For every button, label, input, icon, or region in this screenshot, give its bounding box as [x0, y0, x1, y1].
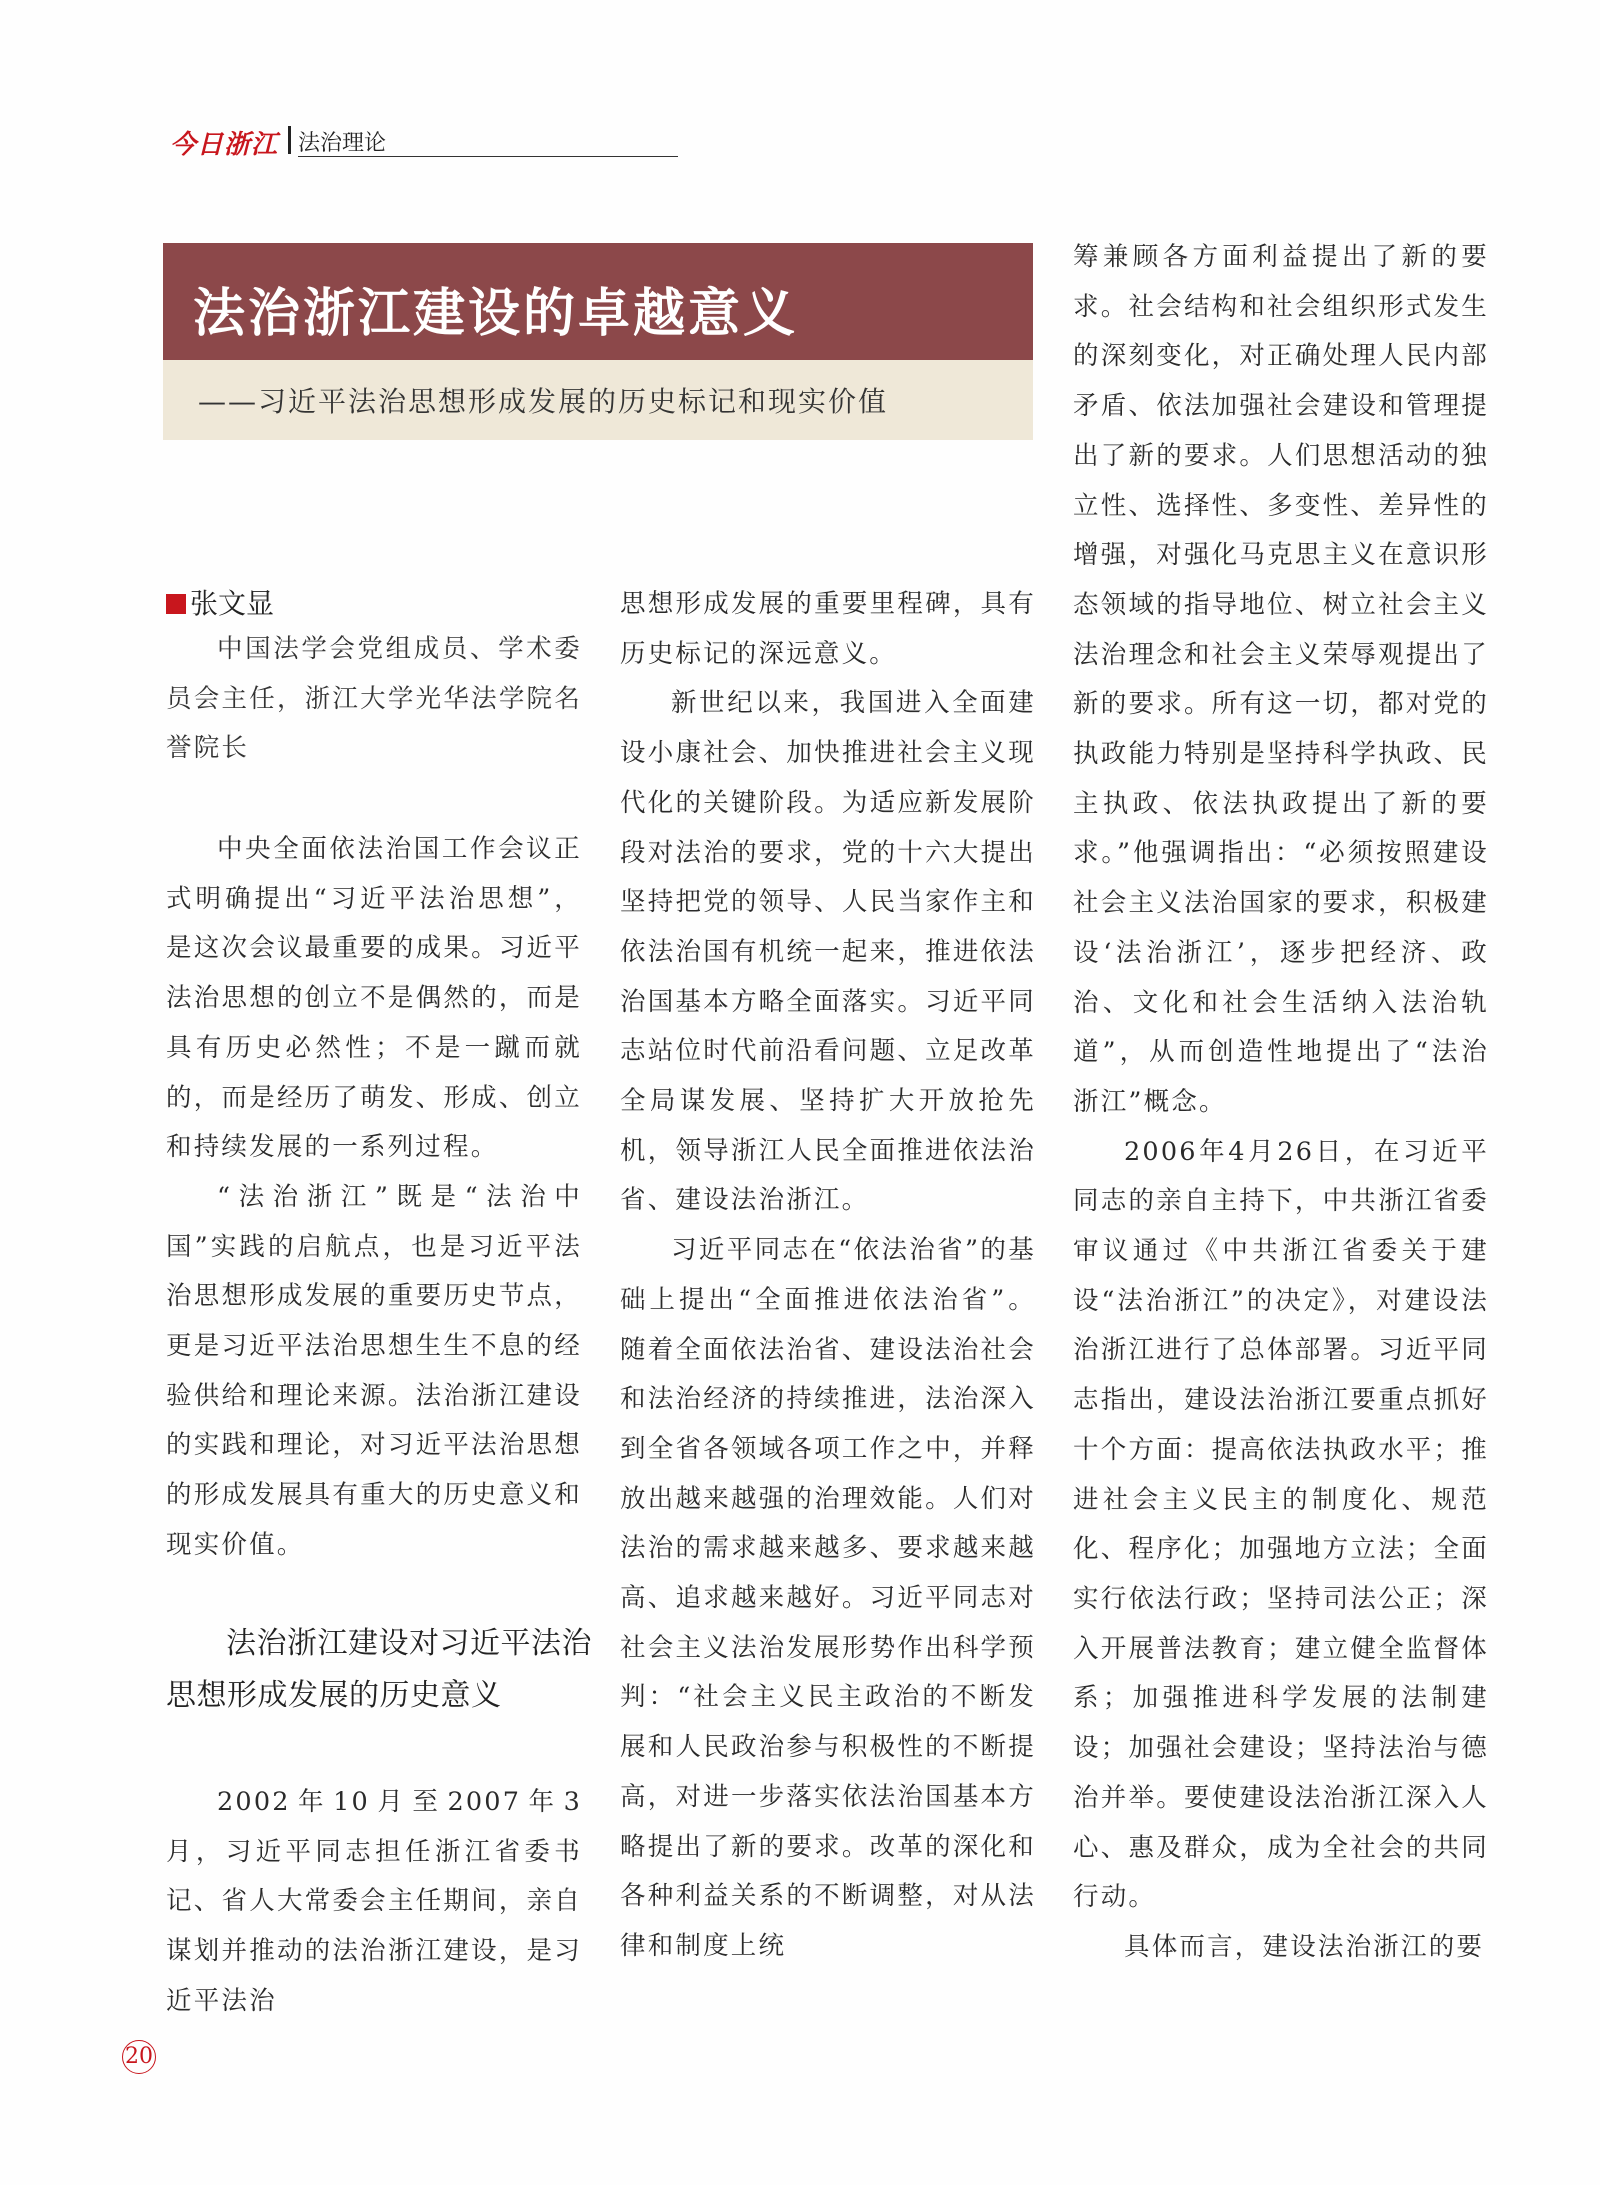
author-name: 张文显	[190, 587, 275, 620]
subtitle-banner	[163, 360, 1033, 440]
page-number: 20	[122, 2040, 156, 2074]
author-bio: 中国法学会党组成员、学术委员会主任，浙江大学光华法学院名誉院长	[166, 634, 582, 764]
red-square-icon	[166, 594, 186, 614]
body-paragraph: 思想形成发展的重要里程碑，具有历史标记的深远意义。	[620, 589, 1036, 669]
body-paragraph: 2002年10月至2007年3月，习近平同志担任浙江省委书记、省人大常委会主任期间，亲自谋划并推动的法治浙江建设，是习近平法治	[166, 1787, 582, 2016]
masthead-rule	[298, 156, 678, 157]
body-paragraph: 筹兼顾各方面利益提出了新的要求。社会结构和社会组织形式发生的深刻变化，对正确处理人民内部矛盾、依法加强社会建设和管理提出了新的要求。人们思想活动的独立性、选择性、多变性、差异性的增强，对强化马克思主义在意识形态领域的指导地位、树立社会主义法治理念和社会主义荣辱观提出了新的要求。所有这一切，都对党的执政能力特别是坚持科学执政、民主执政、依法执政提出了新的要求。”他强调指出：“必须按照建设社会主义法治国家的要求，积极建设‘法治浙江’，逐步把经济、政治、文化和社会生活纳入法治轨道”，从而创造性地提出了“法治浙江”概念。	[1073, 242, 1489, 1117]
intro-paragraph: “法治浙江”既是“法治中国”实践的启航点，也是习近平法治思想形成发展的重要历史节点，更是习近平法治思想生生不息的经验供给和理论来源。法治浙江建设的实践和理论，对习近平法治思想的形成发展具有重大的历史意义和现实价值。	[166, 1181, 582, 1560]
article-title: 法治浙江建设的卓越意义	[193, 283, 799, 344]
title-banner	[163, 243, 1033, 360]
body-paragraph: 习近平同志在“依法治省”的基础上提出“全面推进依法治省”。随着全面依法治省、建设法治社会和法治经济的持续推进，法治深入到全省各领域各项工作之中，并释放出越来越强的治理效能。人们对法治的需求越来越多、要求越来越高、追求越来越好。习近平同志对社会主义法治发展形势作出科学预判：“社会主义民主政治的不断发展和人民政治参与积极性的不断提高，对进一步落实依法治国基本方略提出了新的要求。改革的深化和各种利益关系的不断调整，对从法律和制度上统	[620, 1235, 1036, 1961]
masthead-divider	[288, 126, 291, 154]
article-subtitle: ——习近平法治思想形成发展的历史标记和现实价值	[198, 385, 889, 418]
section-name: 法治理论	[298, 131, 387, 156]
magazine-logo: 今日浙江	[170, 130, 279, 160]
column-3	[1073, 233, 1489, 1973]
author-byline	[166, 582, 274, 622]
body-paragraph: 新世纪以来，我国进入全面建设小康社会、加快推进社会主义现代化的关键阶段。为适应新发展阶段对法治的要求，党的十六大提出坚持把党的领导、人民当家作主和依法治国有机统一起来，推进依法治国基本方略全面落实。习近平同志站位时代前沿看问题、立足改革全局谋发展、坚持扩大开放抢先机，领导浙江人民全面推进依法治省、建设法治浙江。	[620, 688, 1036, 1216]
body-paragraph: 具体而言，建设法治浙江的要	[1124, 1931, 1485, 1962]
intro-block	[166, 825, 582, 1571]
body-paragraph: 2006年4月26日，在习近平同志的亲自主持下，中共浙江省委审议通过《中共浙江省委关于建设“法治浙江”的决定》，对建设法治浙江进行了总体部署。习近平同志指出，建设法治浙江要重点抓好十个方面：提高依法执政水平；推进社会主义民主的制度化、规范化、程序化；加强地方立法；全面实行依法行政；坚持司法公正；深入开展普法教育；建立健全监督体系；加强推进科学发展的法制建设；加强社会建设；坚持法治与德治并举。要使建设法治浙江深入人心、惠及群众，成为全社会的共同行动。	[1073, 1136, 1489, 1913]
column-1-body	[166, 1778, 582, 2027]
section-heading: 法治浙江建设对习近平法治思想形成发展的历史意义	[166, 1626, 592, 1713]
intro-paragraph: 中央全面依法治国工作会议正式明确提出“习近平法治思想”，是这次会议最重要的成果。习近平法治思想的创立不是偶然的，而是具有历史必然性；不是一蹴而就的，而是经历了萌发、形成、创立和持续发展的一系列过程。	[166, 834, 582, 1163]
column-2	[620, 580, 1036, 1972]
